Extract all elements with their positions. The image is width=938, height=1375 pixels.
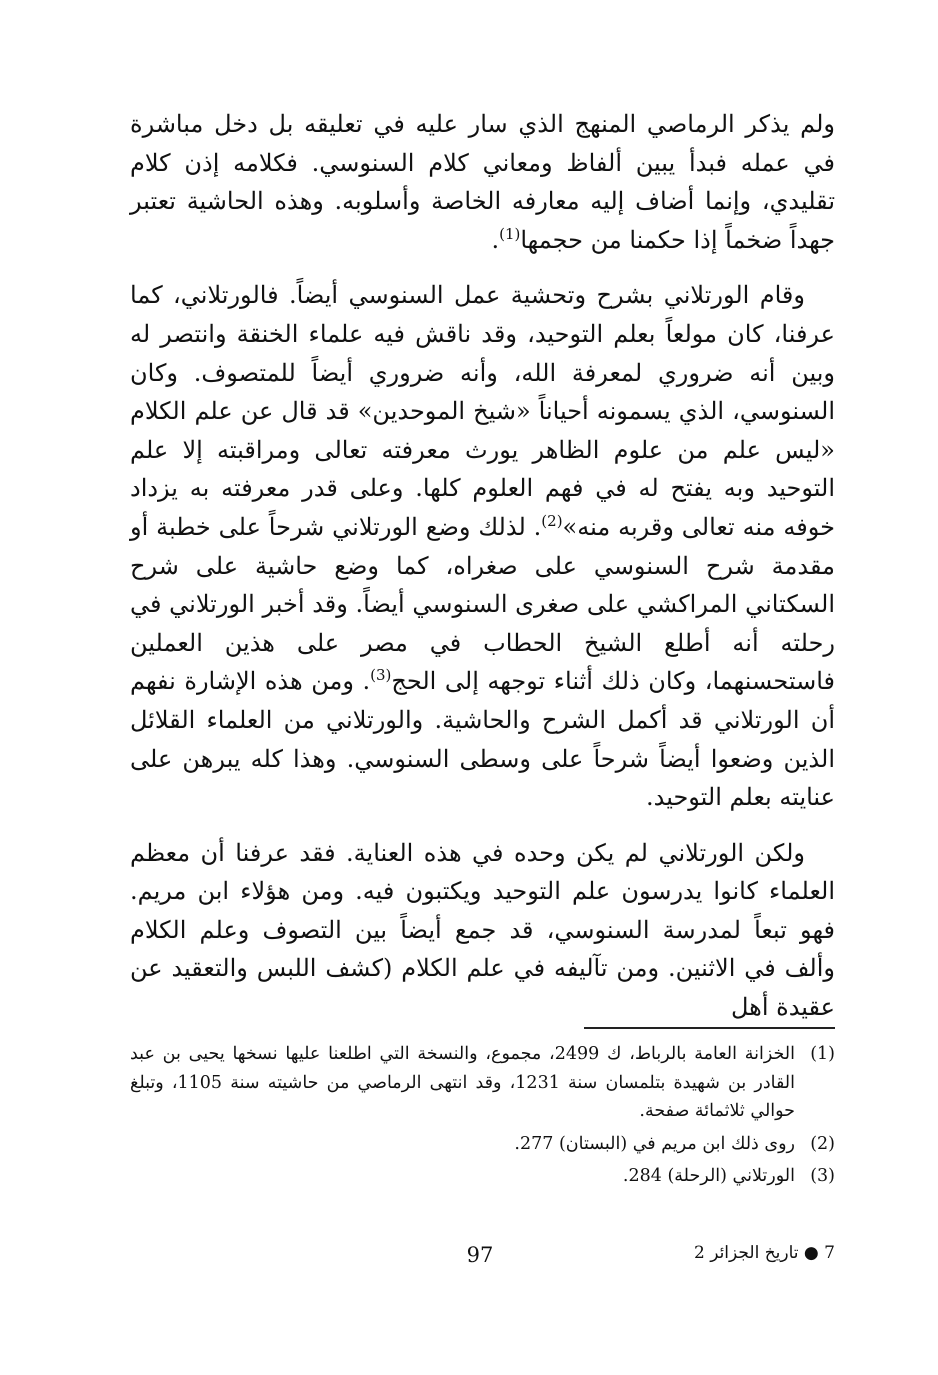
main-text: [130, 105, 835, 1027]
footnote-2-text: روى ذلك ابن مريم في (البستان) 277.: [514, 1133, 795, 1154]
footnote-3-number: (3): [810, 1166, 835, 1186]
paragraph-1-period: .: [491, 225, 500, 254]
paragraph-1-line-1: ولم يذكر الرماصي المنهج الذي سار عليه في تعليقه بل دخل مباشرة في: [130, 110, 835, 177]
paragraph-1-line-2: عمله فبدأ يبين ألفاظ ومعاني كلام السنوسي. فكلامه إذن كلام تقليدي،: [130, 148, 835, 216]
paragraph-2-text-1: وقام الورتلاني بشرح وتحشية عمل السنوسي أيضاً. فالورتلاني، كما عرفنا، كان مولعاً بعلم التوحيد، وقد ناقش فيه علماء الخنقة وانتصر له وبين أنه ضروري لمعرفة الله، وأنه ضروري أيضاً للمتصوف. وكان السنوسي، الذي يسمونه أحياناً «شيخ الموحدين» قد قال عن علم الكلام «ليس علم من علوم الظاهر يورث معرفته تعالى ومراقبته إلا علم التوحيد وبه يفتح له في فهم العلوم كلها. وعلى قدر معرفته به يزداد خوفه منه تعالى وقربه منه»: [130, 281, 835, 541]
footnote-2-number: (2): [810, 1133, 835, 1154]
footnote-ref-3: (3): [370, 666, 392, 685]
paragraph-2: [130, 276, 835, 816]
paragraph-3: [130, 834, 835, 1027]
paragraph-1-line-3: وإنما أضاف إليه معارفه الخاصة وأسلوبه. وهذه الحاشية تعتبر جهداً ضخماً: [130, 187, 835, 254]
footnote-divider: [584, 1027, 835, 1029]
footnote-2: [130, 1130, 835, 1159]
paragraph-2-text-3: . ومن هذه الإشارة نفهم أن الورتلاني قد أكمل الشرح والحاشية. والورتلاني من العلماء القلائل الذين وضعوا أيضاً شرحاً على وسطى السنوسي. وهذا كله يبرهن على عنايته بعلم التوحيد.: [130, 667, 835, 812]
paragraph-3-text: ولكن الورتلاني لم يكن وحده في هذه العناية. فقد عرفنا أن معظم العلماء كانوا يدرسون علم التوحيد ويكتبون فيه. ومن هؤلاء ابن مريم. فهو تبعاً لمدرسة السنوسي، قد جمع أيضاً بين التصوف وعلم الكلام وألف في الاثنين. ومن تآليفه في علم الكلام (كشف اللبس والتعقيد عن عقيدة أهل: [130, 838, 836, 1022]
footnote-ref-1: (1): [499, 224, 521, 243]
running-footer: 7 ● تاريخ الجزائر 2: [693, 1243, 835, 1263]
footnote-1-number: (1): [810, 1044, 835, 1064]
footnote-3-text: الورتلاني (الرحلة) 284.: [622, 1166, 795, 1186]
footnotes: [130, 1040, 835, 1195]
footnote-3: [130, 1162, 835, 1191]
paragraph-1: [130, 105, 835, 259]
footnote-ref-2: (2): [541, 511, 563, 530]
page-number: 97: [466, 1243, 494, 1267]
paragraph-2-text-2: . لذلك وضع الورتلاني شرحاً على خطبة أو مقدمة شرح السنوسي على صغراه، كما وضع حاشية على شرح السكتاني المراكشي على صغرى السنوسي أيضاً. وقد أخبر الورتلاني في رحلته أنه أطلع الشيخ الحطاب في مصر على هذين العملين فاستحسنهما، وكان ذلك أثناء توجهه إلى الحج: [130, 512, 836, 696]
footnote-1-text: الخزانة العامة بالرباط، ك 2499، مجموع، والنسخة التي اطلعنا عليها نسخها يحيى بن عبد القادر بن شهيدة بتلمسان سنة 1231، وقد انتهى الرماصي من حاشيته سنة 1105، وتبلغ حوالي ثلاثمائة صفحة.: [130, 1044, 796, 1121]
paragraph-1-last-line: إذا حكمنا من حجمها: [520, 225, 718, 254]
footnote-1: [130, 1040, 835, 1126]
